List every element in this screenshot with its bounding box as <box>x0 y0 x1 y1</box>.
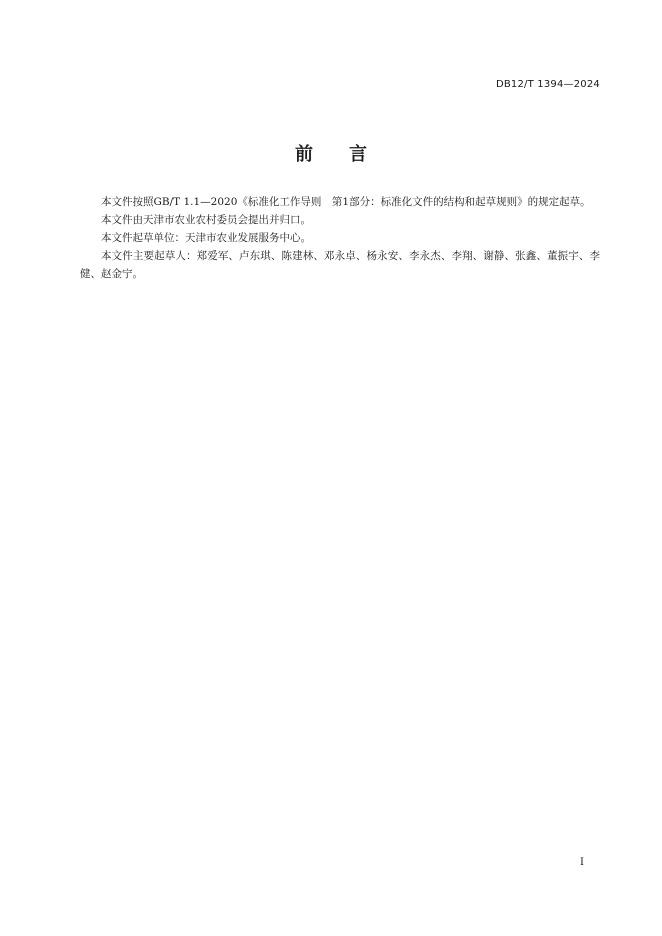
paragraph-proposer: 本文件由天津市农业农村委员会提出并归口。 <box>101 214 311 226</box>
foreword-body <box>80 193 600 283</box>
title-char-1: 前 <box>295 144 313 165</box>
paragraph-drafters: 本文件主要起草人：郑爱军、卢东琪、陈建林、邓永卓、杨永安、李永杰、李翔、谢静、张鑫、董振宇、李健、赵金宁。 <box>80 250 600 280</box>
page-title <box>0 140 662 166</box>
paragraph-drafting-rules: 本文件按照GB/T 1.1—2020《标准化工作导则 第1部分：标准化文件的结构和起草规则》的规定起草。 <box>101 196 591 208</box>
document-code: DB12/T 1394—2024 <box>495 79 600 90</box>
title-char-2: 言 <box>349 144 367 165</box>
page-number: I <box>580 857 584 868</box>
paragraph-drafting-unit: 本文件起草单位：天津市农业发展服务中心。 <box>101 232 311 244</box>
